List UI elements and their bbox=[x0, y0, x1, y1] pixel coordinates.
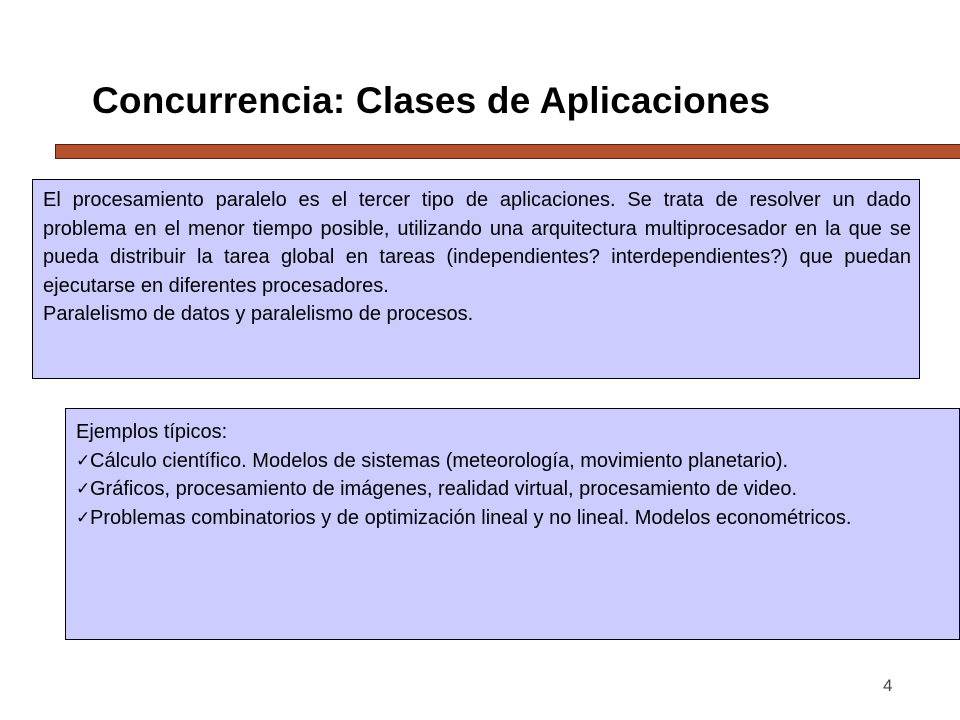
title-underline-bar bbox=[55, 144, 960, 159]
slide-title: Concurrencia: Clases de Aplicaciones bbox=[92, 80, 771, 121]
example-item-scientific bbox=[76, 447, 951, 476]
checkmark-icon: ✓ bbox=[76, 507, 91, 527]
examples-heading: Ejemplos típicos: bbox=[76, 421, 228, 443]
intro-paragraph: El procesamiento paralelo es el tercer tipo de aplicaciones. Se trata de resolver un dado problema en el menor tiempo posible, utilizando una arquitectura multiprocesador en la que se pueda distribuir la tarea global en tareas (independientes? interdependientes?) que puedan ejecutarse en diferentes procesadores. bbox=[43, 189, 911, 297]
intro-line-parallelism: Paralelismo de datos y paralelismo de procesos. bbox=[43, 303, 474, 325]
example-item-text: Problemas combinatorios y de optimización lineal y no lineal. Modelos econométricos. bbox=[90, 506, 852, 529]
checkmark-icon: ✓ bbox=[76, 479, 91, 498]
example-item-text: Gráficos, procesamiento de imágenes, realidad virtual, procesamiento de video. bbox=[90, 478, 798, 500]
example-item-optimization bbox=[76, 504, 951, 533]
example-item-graphics bbox=[76, 475, 951, 504]
examples-textbox bbox=[65, 408, 960, 640]
intro-textbox bbox=[32, 179, 920, 379]
example-item-text: Cálculo científico. Modelos de sistemas (meteorología, movimiento planetario). bbox=[90, 449, 789, 472]
checkmark-icon: ✓ bbox=[76, 450, 91, 470]
page-number: 4 bbox=[883, 676, 893, 695]
